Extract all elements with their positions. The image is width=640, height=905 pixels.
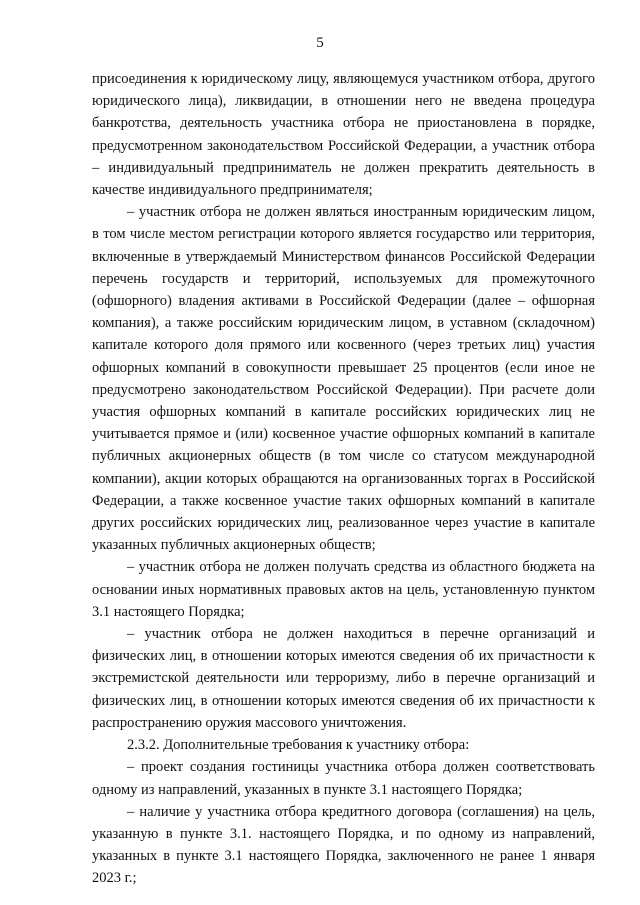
page-number: 5 [316, 35, 324, 51]
paragraph-continuation: присоединения к юридическому лицу, являющемуся участником отбора, другого юридического лица), ликвидации, в отношении него не введена процедура банкротства, деятельность участника отбора не приостановлена в порядке, предусмотренном законодательством Российской Федерации, а участник отбора – индивидуальный предприниматель не должен прекратить деятельность в качестве индивидуального предпринимателя; [92, 71, 595, 199]
paragraph-extremism-list-requirement: – участник отбора не должен находиться в перечне организаций и физических лиц, в отношении которых имеются сведения об их причастности к экстремистской деятельности или терроризму, либо в перечне организаций и физических лиц, в отношении которых имеются сведения об их причастности к распространению оружия массового уничтожения. [92, 626, 595, 731]
paragraph-section-2-3-2-heading: 2.3.2. Дополнительные требования к участнику отбора: [127, 737, 470, 754]
paragraph-hotel-project-requirement: – проект создания гостиницы участника отбора должен соответствовать одному из направлений, указанных в пункте 3.1 настоящего Порядка; [92, 759, 595, 798]
paragraph-offshore-requirement: – участник отбора не должен являться иностранным юридическим лицом, в том числе местом регистрации которого является государство или территория, включенные в утверждаемый Министерством финансов Российской Федерации перечень государств и территорий, используемых для промежуточного (офшорного) владения активами в Российской Федерации (далее – офшорная компания), а также российским юридическим лицом, в уставном (складочном) капитале которого доля прямого или косвенного (через третьих лиц) участия офшорных компаний в совокупности превышает 25 процентов (если иное не предусмотрено законодательством Российской Федерации). При расчете доли участия офшорных компаний в капитале российских юридических лиц не учитывается прямое и (или) косвенное участие офшорных компаний в капитале публичных акционерных обществ (в том числе со статусом международной компании), акции которых обращаются на организованных торгах в Российской Федерации, а также косвенное участие таких офшорных компаний в капитале других российских юридических лиц, реализованное через участие в капитале указанных публичных акционерных обществ; [92, 204, 595, 554]
document-body [92, 68, 595, 890]
paragraph-credit-agreement-requirement: – наличие у участника отбора кредитного договора (соглашения) на цель, указанную в пункте 3.1. настоящего Порядка, и по одному из направлений, указанных в пункте 3.1 настоящего Порядка, заключенного не ранее 1 января 2023 г.; [92, 803, 595, 887]
paragraph-regional-budget-requirement: – участник отбора не должен получать средства из областного бюджета на основании иных нормативных правовых актов на цель, установленную пунктом 3.1 настоящего Порядка; [92, 559, 595, 620]
